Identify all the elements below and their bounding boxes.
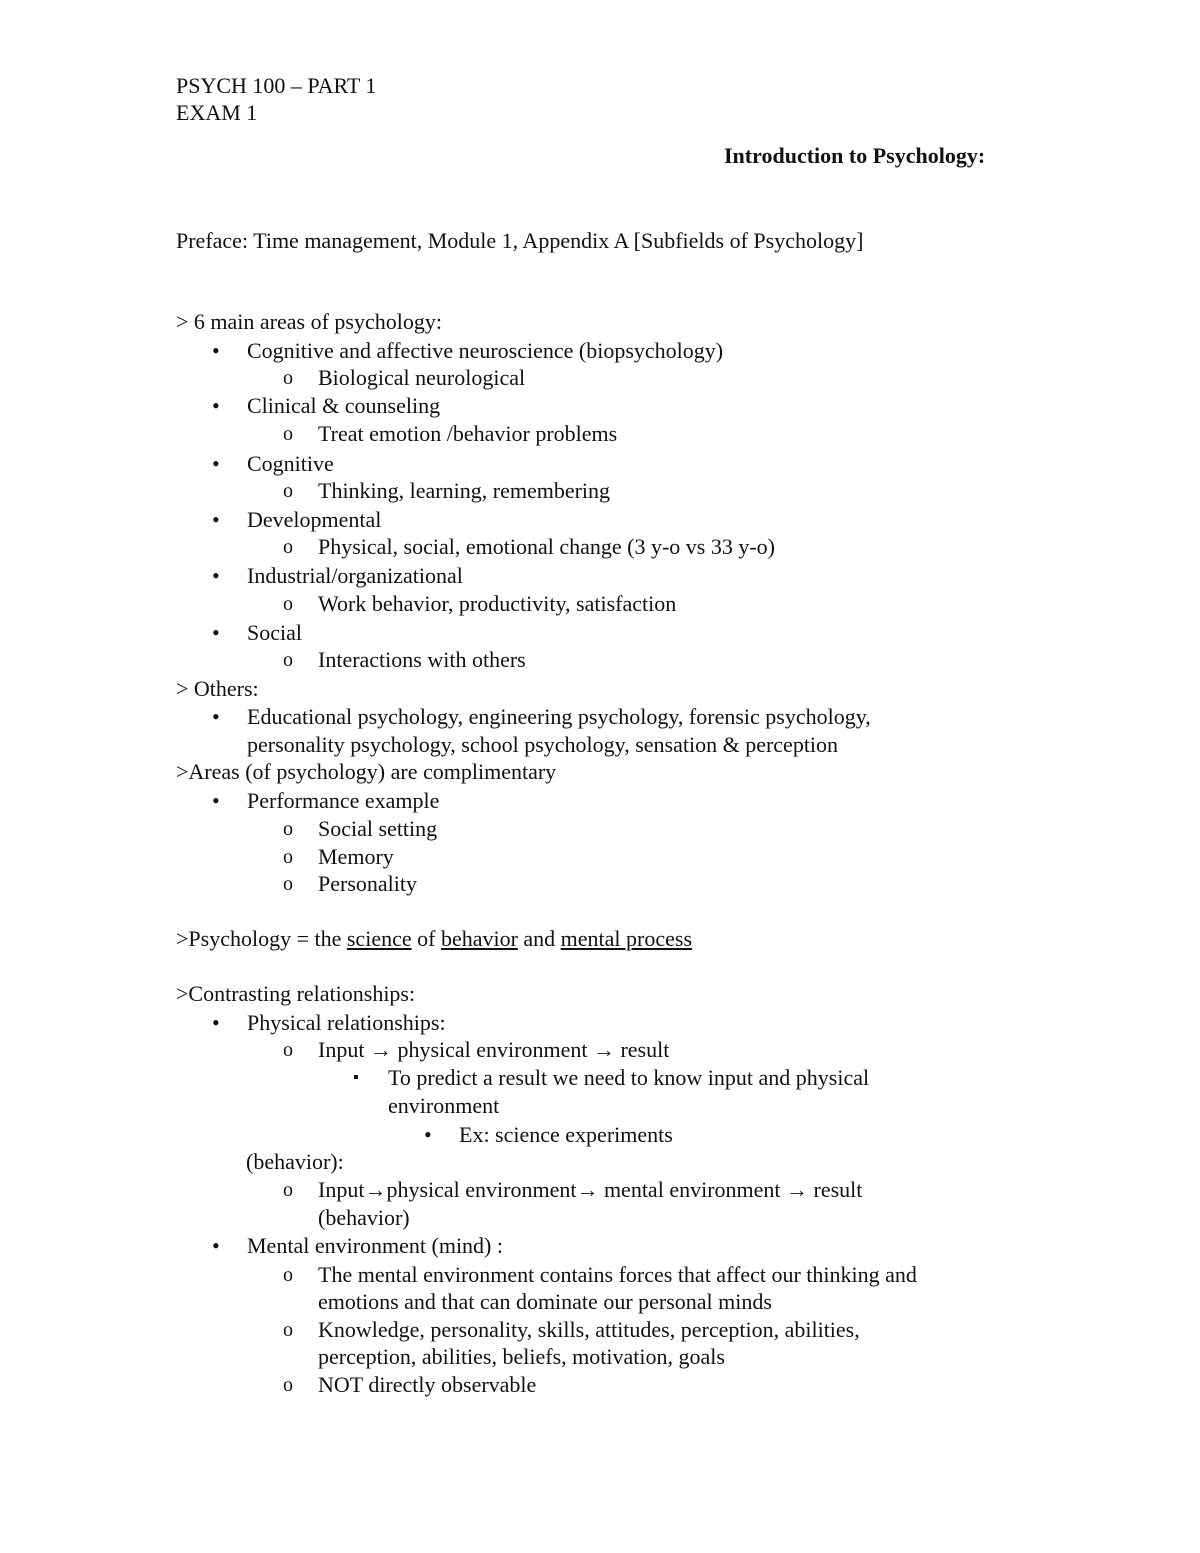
- bullet-marker: •: [424, 1122, 432, 1147]
- circle-marker: o: [283, 1039, 293, 1061]
- mental-environment: Mental environment (mind) :: [247, 1233, 503, 1258]
- predict-line: To predict a result we need to know input and physical: [388, 1065, 870, 1090]
- behavior-label: (behavior):: [246, 1149, 344, 1174]
- others-line: Educational psychology, engineering psychology, forensic psychology,: [247, 704, 871, 729]
- physical-relationships: Physical relationships:: [247, 1010, 446, 1035]
- input-flow: Input → physical environment → result: [318, 1037, 670, 1062]
- bullet-marker: •: [212, 338, 220, 363]
- areas-subitem: Memory: [318, 844, 394, 869]
- exam-label: EXAM 1: [176, 100, 258, 125]
- circle-marker: o: [283, 1264, 293, 1286]
- areas-heading: >Areas (of psychology) are complimentary: [176, 759, 557, 784]
- areas-subitem: Social setting: [318, 816, 438, 841]
- areas-subitem: Personality: [318, 871, 417, 896]
- area-item: Developmental: [247, 507, 382, 532]
- main-areas-heading: > 6 main areas of psychology:: [176, 309, 442, 334]
- circle-marker: o: [283, 536, 293, 558]
- bullet-marker: •: [212, 1233, 220, 1258]
- circle-marker: o: [283, 593, 293, 615]
- mental-subitem: The mental environment contains forces that affect our thinking and: [318, 1262, 917, 1287]
- area-item: Industrial/organizational: [247, 563, 463, 588]
- circle-marker: o: [283, 1179, 293, 1201]
- circle-marker: o: [283, 1374, 293, 1396]
- area-subitem: Thinking, learning, remembering: [318, 478, 611, 503]
- circle-marker: o: [283, 873, 293, 895]
- definition-prefix: >Psychology = the: [176, 926, 347, 951]
- area-item: Social: [247, 620, 302, 645]
- circle-marker: o: [283, 480, 293, 502]
- circle-marker: o: [283, 818, 293, 840]
- area-subitem: Treat emotion /behavior problems: [318, 421, 618, 446]
- others-line: personality psychology, school psychology, sensation & perception: [247, 732, 839, 757]
- area-item: Cognitive: [247, 451, 334, 476]
- bullet-marker: •: [212, 451, 220, 476]
- course-label: PSYCH 100 – PART 1: [176, 73, 377, 98]
- square-marker: ▪: [353, 1069, 359, 1086]
- psychology-definition: [176, 925, 692, 953]
- circle-marker: o: [283, 649, 293, 671]
- circle-marker: o: [283, 367, 293, 389]
- definition-connector: and: [517, 926, 561, 951]
- bullet-marker: •: [212, 620, 220, 645]
- area-item: Clinical & counseling: [247, 393, 441, 418]
- input-flow: (behavior): [318, 1205, 410, 1230]
- definition-mental-process: mental process: [560, 926, 693, 951]
- predict-line: environment: [388, 1093, 500, 1118]
- area-subitem: Physical, social, emotional change (3 y-o vs 33 y-o): [318, 534, 776, 559]
- page-title: Introduction to Psychology:: [724, 143, 986, 168]
- bullet-marker: •: [212, 1010, 220, 1035]
- contrasting-heading: >Contrasting relationships:: [176, 981, 416, 1006]
- bullet-marker: •: [212, 704, 220, 729]
- area-subitem: Interactions with others: [318, 647, 526, 672]
- definition-connector: of: [411, 926, 441, 951]
- areas-item: Performance example: [247, 788, 440, 813]
- definition-behavior: behavior: [440, 926, 518, 951]
- circle-marker: o: [283, 846, 293, 868]
- bullet-marker: •: [212, 507, 220, 532]
- area-subitem: Biological neurological: [318, 365, 526, 390]
- bullet-marker: •: [212, 788, 220, 813]
- example-line: Ex: science experiments: [459, 1122, 673, 1147]
- definition-science: science: [346, 926, 412, 951]
- mental-subitem: emotions and that can dominate our personal minds: [318, 1289, 772, 1314]
- others-heading: > Others:: [176, 676, 259, 701]
- area-item: Cognitive and affective neuroscience (biopsychology): [247, 338, 724, 363]
- mental-subitem: Knowledge, personality, skills, attitudes, perception, abilities,: [318, 1317, 860, 1342]
- area-subitem: Work behavior, productivity, satisfaction: [318, 591, 677, 616]
- preface-line: Preface: Time management, Module 1, Appendix A [Subfields of Psychology]: [176, 228, 864, 253]
- bullet-marker: •: [212, 393, 220, 418]
- mental-subitem: perception, abilities, beliefs, motivation, goals: [318, 1344, 725, 1369]
- circle-marker: o: [283, 423, 293, 445]
- bullet-marker: •: [212, 563, 220, 588]
- mental-subitem: NOT directly observable: [318, 1372, 537, 1397]
- input-flow: Input→physical environment→ mental environment → result: [318, 1177, 863, 1202]
- circle-marker: o: [283, 1319, 293, 1341]
